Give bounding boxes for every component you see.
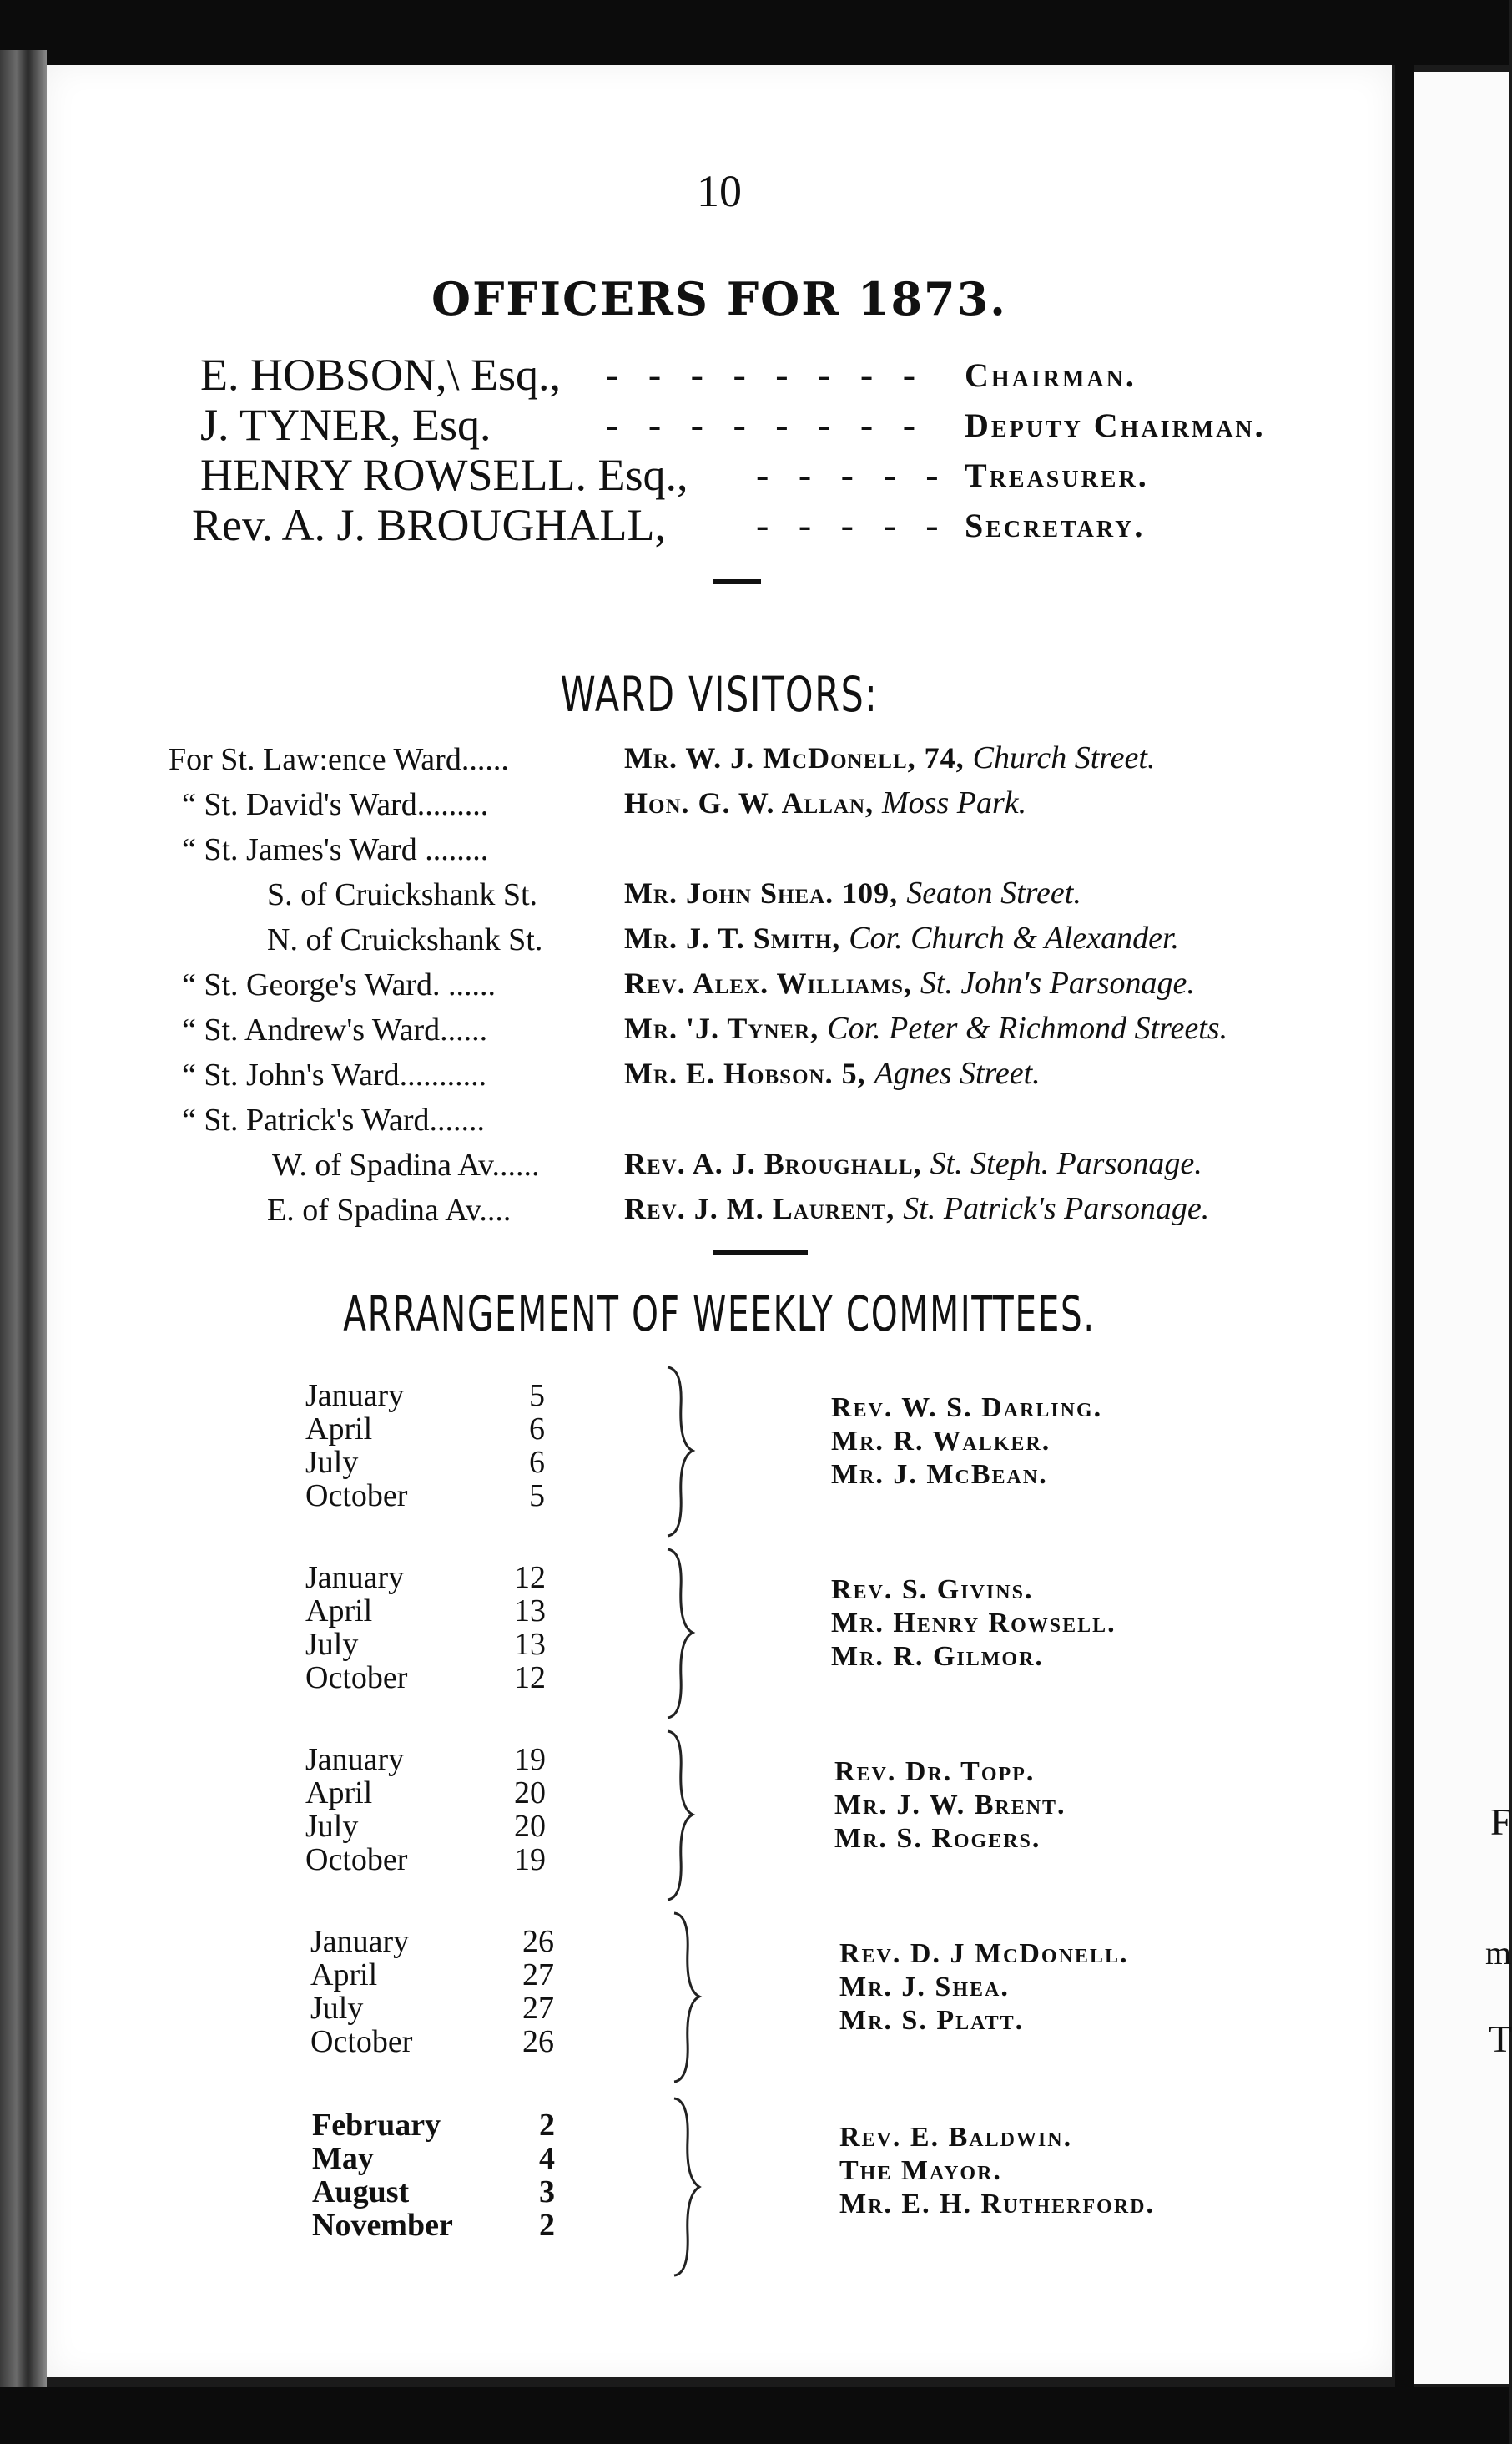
committee-month: January: [305, 1560, 405, 1595]
committee-day: 6: [529, 1445, 545, 1480]
committee-month: February: [312, 2108, 441, 2143]
brace-icon: [664, 1728, 698, 1903]
committee-day: 13: [514, 1593, 546, 1628]
committee-day: 13: [514, 1627, 546, 1662]
ward-label: “ St. Andrew's Ward......: [182, 1012, 488, 1048]
committee-month: October: [305, 1842, 408, 1877]
committee-month: November: [312, 2208, 453, 2243]
section-divider: [713, 579, 761, 584]
committee-day: 4: [539, 2141, 555, 2176]
committee-member: Mr. E. H. Rutherford.: [839, 2189, 1155, 2219]
adjacent-page-letter: T: [1489, 2017, 1512, 2060]
committee-month: May: [312, 2141, 374, 2176]
ward-label: S. of Cruickshank St.: [267, 877, 538, 912]
officer-name: E. HOBSON,\ Esq.,: [200, 350, 562, 400]
ward-label: “ St. Patrick's Ward.......: [182, 1103, 485, 1138]
ward-label: For St. Law:ence Ward......: [169, 742, 509, 777]
committee-month: August: [312, 2174, 410, 2209]
leader-dashes: - - - - - - - -: [606, 403, 926, 446]
leader-dashes: - - - - -: [756, 503, 949, 546]
committee-month: July: [305, 1627, 359, 1662]
committee-month: April: [305, 1411, 373, 1447]
committee-month: October: [305, 1478, 408, 1513]
ward-visitor: Rev. A. J. Broughall, St. Steph. Parsonage.: [624, 1146, 1202, 1181]
committee-member: Rev. Dr. Topp.: [834, 1756, 1036, 1787]
officer-name: Rev. A. J. BROUGHALL,: [192, 500, 667, 550]
committee-member: Mr. J. Shea.: [839, 1972, 1010, 2002]
committee-month: April: [305, 1593, 373, 1628]
ward-visitor: Rev. J. M. Laurent, St. Patrick's Parsonage.: [624, 1191, 1210, 1226]
page-number: 10: [697, 166, 742, 216]
committee-day: 20: [514, 1775, 546, 1810]
committee-day: 12: [514, 1560, 546, 1595]
committee-month: April: [305, 1775, 373, 1810]
committee-member: Mr. J. McBean.: [831, 1459, 1048, 1490]
adjacent-page-letter: F: [1490, 1800, 1512, 1843]
committee-member: Rev. S. Givins.: [831, 1574, 1034, 1605]
officer-title: Chairman.: [965, 356, 1137, 394]
committee-month: April: [310, 1957, 378, 1992]
ward-visitor: Rev. Alex. Williams, St. John's Parsonage.: [624, 966, 1195, 1001]
committee-day: 26: [522, 2024, 554, 2059]
adjacent-page-fragment: [1414, 72, 1512, 2384]
gutter-shadow: [1395, 58, 1414, 2396]
ward-label: “ St. John's Ward...........: [182, 1058, 487, 1093]
committee-day: 6: [529, 1411, 545, 1447]
officer-name: J. TYNER, Esq.: [200, 400, 491, 450]
committee-member: Mr. Henry Rowsell.: [831, 1608, 1116, 1639]
committee-member: Rev. D. J McDonell.: [839, 1938, 1129, 1969]
ward-label: “ St. James's Ward ........: [182, 832, 489, 867]
officer-title: Treasurer.: [965, 457, 1149, 494]
committee-member: Mr. S. Platt.: [839, 2005, 1025, 2036]
committee-day: 27: [522, 1991, 554, 2026]
committee-month: July: [305, 1809, 359, 1844]
committee-day: 19: [514, 1742, 546, 1777]
committee-member: Mr. S. Rogers.: [834, 1823, 1041, 1854]
committee-day: 27: [522, 1957, 554, 1992]
committee-member: Rev. E. Baldwin.: [839, 2122, 1073, 2153]
committee-day: 5: [529, 1378, 545, 1413]
committee-day: 3: [539, 2174, 555, 2209]
committee-month: January: [305, 1378, 405, 1413]
committees-heading: ARRANGEMENT OF WEEKLY COMMITTEES.: [343, 1285, 1096, 1342]
committee-month: July: [305, 1445, 359, 1480]
committee-member: Rev. W. S. Darling.: [831, 1392, 1103, 1423]
committee-day: 2: [539, 2108, 555, 2143]
committee-day: 12: [514, 1660, 546, 1695]
committee-month: October: [305, 1660, 408, 1695]
committee-day: 26: [522, 1924, 554, 1959]
committee-month: January: [305, 1742, 405, 1777]
committee-day: 19: [514, 1842, 546, 1877]
ward-visitor: Mr. 'J. Tyner, Cor. Peter & Richmond Streets.: [624, 1011, 1228, 1046]
committee-day: 20: [514, 1809, 546, 1844]
officers-heading: OFFICERS FOR 1873.: [431, 272, 1007, 326]
scan-bottom-border: [0, 2387, 1509, 2444]
committee-member: Mr. R. Gilmor.: [831, 1641, 1044, 1672]
brace-icon: [664, 1546, 698, 1721]
committee-day: 2: [539, 2208, 555, 2243]
book-spine-edge: [0, 50, 47, 2444]
officer-title: Deputy Chairman.: [965, 406, 1266, 444]
ward-visitors-heading: WARD VISITORS:: [560, 666, 879, 723]
adjacent-page-letter: m: [1485, 1934, 1512, 1972]
committee-member: Mr. J. W. Brent.: [834, 1790, 1066, 1820]
brace-icon: [664, 1364, 698, 1539]
section-divider: [713, 1250, 808, 1255]
ward-visitor: Hon. G. W. Allan, Moss Park.: [624, 785, 1027, 821]
committee-month: October: [310, 2024, 413, 2059]
scan-top-border: [0, 0, 1509, 65]
ward-visitor: Mr. John Shea. 109, Seaton Street.: [624, 876, 1081, 911]
committee-member: The Mayor.: [839, 2155, 1002, 2186]
committee-month: July: [310, 1991, 364, 2026]
ward-label: W. of Spadina Av......: [272, 1148, 540, 1183]
committee-month: January: [310, 1924, 410, 1959]
leader-dashes: - - - - - - - -: [606, 353, 926, 396]
document-page: [47, 65, 1392, 2377]
ward-visitor: Mr. W. J. McDonell, 74, Church Street.: [624, 740, 1156, 775]
ward-label: “ St. David's Ward.........: [182, 787, 489, 822]
ward-visitor: Mr. E. Hobson. 5, Agnes Street.: [624, 1056, 1041, 1091]
brace-icon: [671, 2095, 704, 2279]
officer-title: Secretary.: [965, 507, 1146, 544]
committee-day: 5: [529, 1478, 545, 1513]
ward-visitor: Mr. J. T. Smith, Cor. Church & Alexander.: [624, 921, 1180, 956]
officer-name: HENRY ROWSELL. Esq.,: [200, 450, 688, 500]
leader-dashes: - - - - -: [756, 453, 949, 496]
ward-label: E. of Spadina Av....: [267, 1193, 512, 1228]
ward-label: N. of Cruickshank St.: [267, 922, 543, 957]
ward-label: “ St. George's Ward. ......: [182, 967, 496, 1002]
committee-member: Mr. R. Walker.: [831, 1426, 1051, 1457]
brace-icon: [671, 1910, 704, 2085]
